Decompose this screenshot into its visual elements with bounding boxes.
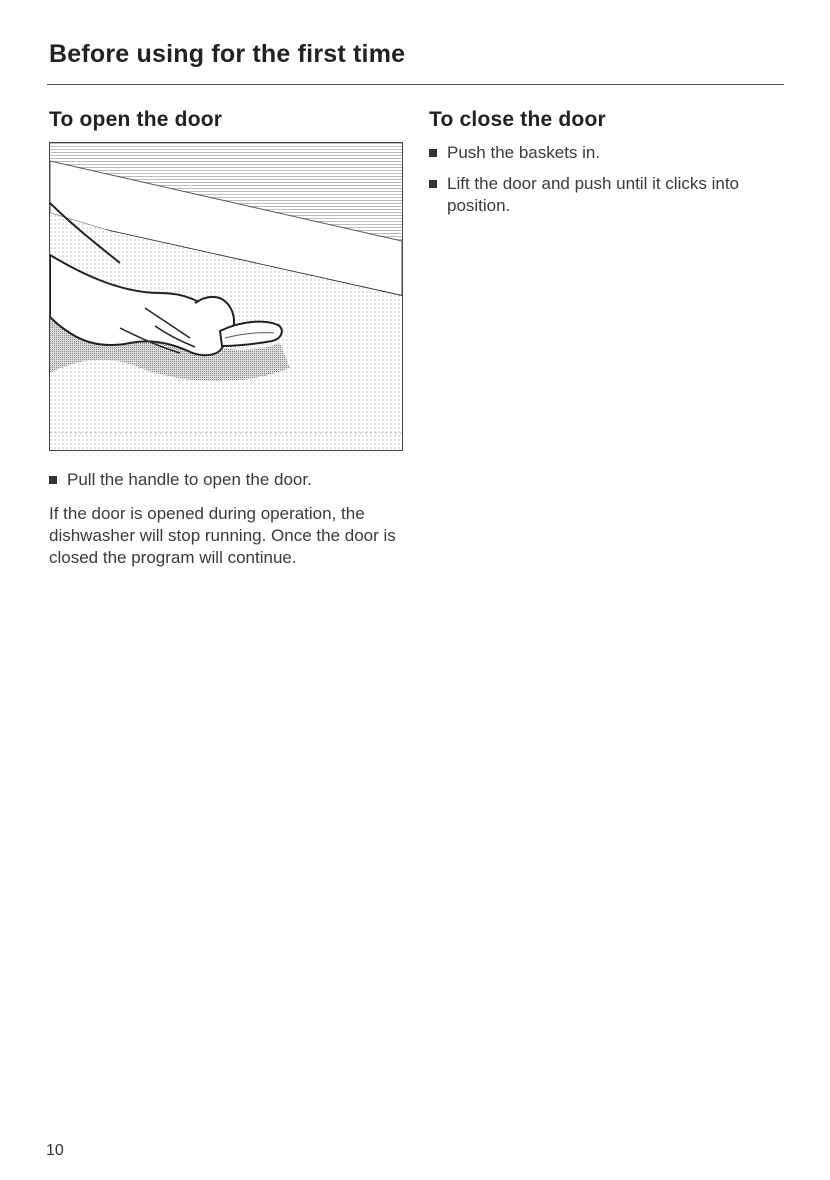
close-door-step-1 — [429, 142, 774, 164]
close-door-step-1-text: Push the baskets in. — [447, 143, 601, 162]
open-door-instruction — [49, 469, 404, 491]
page-title: Before using for the first time — [49, 40, 406, 68]
close-door-step-2 — [429, 173, 774, 217]
door-handle-illustration — [49, 142, 403, 451]
open-door-section — [49, 108, 404, 569]
open-door-heading: To open the door — [49, 108, 223, 131]
close-door-section — [429, 108, 774, 226]
page-number: 10 — [46, 1142, 64, 1159]
open-door-instruction-text: Pull the handle to open the door. — [67, 470, 312, 489]
bullet-square-icon — [49, 476, 57, 484]
open-door-note: If the door is opened during operation, the dishwasher will stop running. Once the door is closed the program will continue. — [49, 504, 396, 567]
title-divider — [47, 84, 784, 85]
close-door-step-2-text: Lift the door and push until it clicks into position. — [447, 174, 739, 215]
bullet-square-icon — [429, 149, 437, 157]
close-door-heading: To close the door — [429, 108, 606, 131]
hand-pulling-handle-drawing — [50, 143, 402, 450]
bullet-square-icon — [429, 180, 437, 188]
